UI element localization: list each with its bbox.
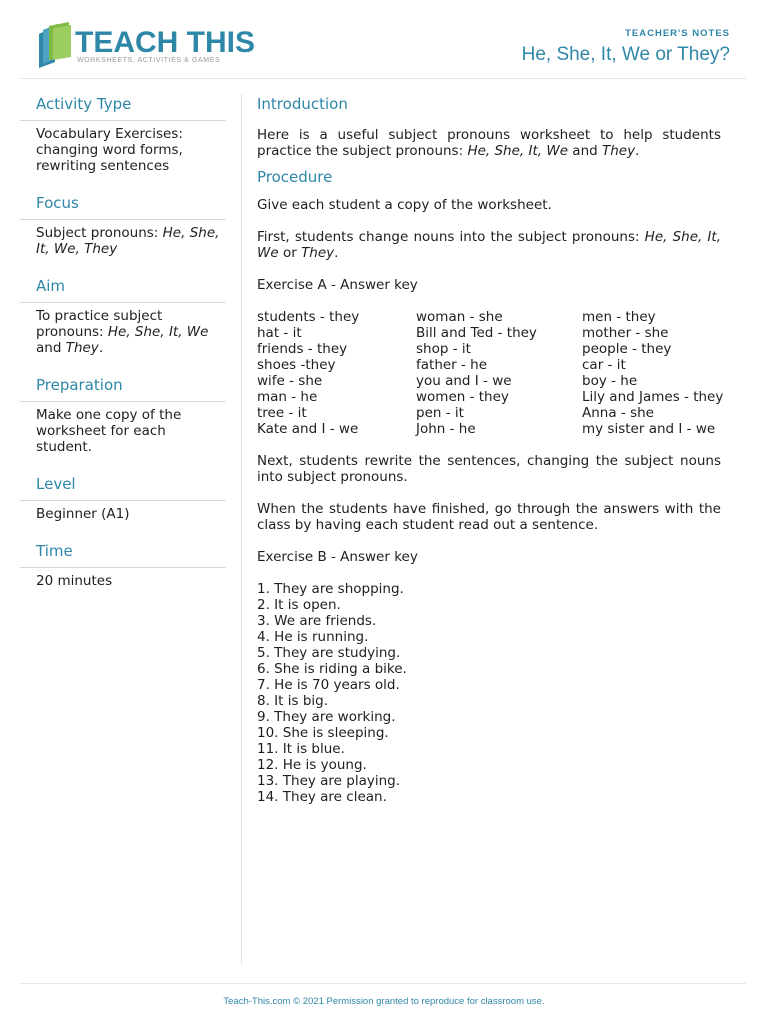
answer-cell: car - it (582, 357, 626, 373)
preparation-heading: Preparation (20, 375, 226, 402)
preparation-text: Make one copy of the worksheet for each student. (36, 407, 182, 455)
activity-type-heading: Activity Type (20, 94, 226, 121)
teachers-notes-label: TEACHER'S NOTES (625, 28, 730, 39)
aim-heading: Aim (20, 276, 226, 303)
column-divider (241, 94, 242, 964)
procedure-step-1: Give each student a copy of the worksheet. (257, 197, 552, 213)
book-logo-icon (35, 22, 75, 68)
list-item: 14. They are clean. (257, 789, 387, 805)
list-item: 7. He is 70 years old. (257, 677, 400, 693)
answer-cell: boy - he (582, 373, 638, 389)
list-item: 3. We are friends. (257, 613, 377, 629)
level-section (20, 474, 226, 522)
teach-this-logo[interactable] (35, 22, 255, 70)
introduction-heading: Introduction (257, 95, 348, 113)
page-title: He, She, It, We or They? (521, 44, 730, 65)
answer-cell: you and I - we (416, 373, 512, 389)
focus-section (20, 193, 226, 257)
answer-cell: shop - it (416, 341, 471, 357)
list-item: 9. They are working. (257, 709, 396, 725)
answer-cell: Bill and Ted - they (416, 325, 537, 341)
introduction-text: Here is a useful subject pronouns worksheet to help students practice the subject pronouns: He, She, It, We and They. (257, 127, 721, 159)
answer-cell: woman - she (416, 309, 503, 325)
answer-cell: Kate and I - we (257, 421, 359, 437)
main-content (257, 94, 724, 805)
answer-cell: friends - they (257, 341, 348, 357)
procedure-step-4: When the students have finished, go through the answers with the class by having each student read out a sentence. (257, 501, 721, 533)
footer-divider (20, 983, 746, 984)
focus-text: Subject pronouns: He, She, It, We, They (36, 225, 220, 257)
sidebar (20, 94, 226, 608)
answer-cell: father - he (416, 357, 488, 373)
answer-cell: pen - it (416, 405, 464, 421)
answer-cell: wife - she (257, 373, 323, 389)
time-section (20, 541, 226, 589)
list-item: 8. It is big. (257, 693, 328, 709)
aim-text: To practice subject pronouns: He, She, It, We and They. (36, 308, 209, 356)
procedure-step-3: Next, students rewrite the sentences, changing the subject nouns into subject pronouns. (257, 453, 721, 485)
exercise-b-title: Exercise B - Answer key (257, 549, 418, 565)
exercise-a-answer-key (257, 309, 724, 437)
answer-cell: Anna - she (582, 405, 654, 421)
exercise-b-answer-key (257, 581, 721, 805)
activity-type-section (20, 94, 226, 174)
preparation-section (20, 375, 226, 455)
logo-text: TEACH THIS (75, 26, 255, 59)
level-heading: Level (20, 474, 226, 501)
list-item: 11. It is blue. (257, 741, 345, 757)
procedure-heading: Procedure (257, 168, 333, 186)
time-text: 20 minutes (36, 573, 113, 589)
answer-cell: my sister and I - we (582, 421, 716, 437)
answer-cell: men - they (582, 309, 656, 325)
list-item: 13. They are playing. (257, 773, 401, 789)
answer-cell: women - they (416, 389, 509, 405)
list-item: 12. He is young. (257, 757, 367, 773)
answer-cell: students - they (257, 309, 360, 325)
answer-cell: hat - it (257, 325, 302, 341)
list-item: 10. She is sleeping. (257, 725, 389, 741)
list-item: 4. He is running. (257, 629, 369, 645)
list-item: 1. They are shopping. (257, 581, 404, 597)
focus-heading: Focus (20, 193, 226, 220)
procedure-step-2: First, students change nouns into the subject pronouns: He, She, It, We or They. (257, 229, 721, 261)
copyright-footer[interactable]: Teach-This.com © 2021 Permission granted to reproduce for classroom use. (223, 996, 545, 1007)
level-text: Beginner (A1) (36, 506, 130, 522)
answer-cell: people - they (582, 341, 672, 357)
answer-cell: Lily and James - they (582, 389, 724, 405)
list-item: 2. It is open. (257, 597, 341, 613)
activity-type-text: Vocabulary Exercises: changing word forms, rewriting sentences (36, 126, 183, 174)
answer-cell: mother - she (582, 325, 669, 341)
aim-section (20, 276, 226, 356)
time-heading: Time (20, 541, 226, 568)
exercise-a-title: Exercise A - Answer key (257, 277, 418, 293)
page-header (20, 0, 746, 79)
list-item: 6. She is riding a bike. (257, 661, 407, 677)
answer-cell: John - he (416, 421, 476, 437)
logo-tagline: WORKSHEETS, ACTIVITIES & GAMES (77, 57, 221, 64)
list-item: 5. They are studying. (257, 645, 401, 661)
answer-cell: man - he (257, 389, 318, 405)
answer-cell: tree - it (257, 405, 307, 421)
answer-cell: shoes -they (257, 357, 336, 373)
